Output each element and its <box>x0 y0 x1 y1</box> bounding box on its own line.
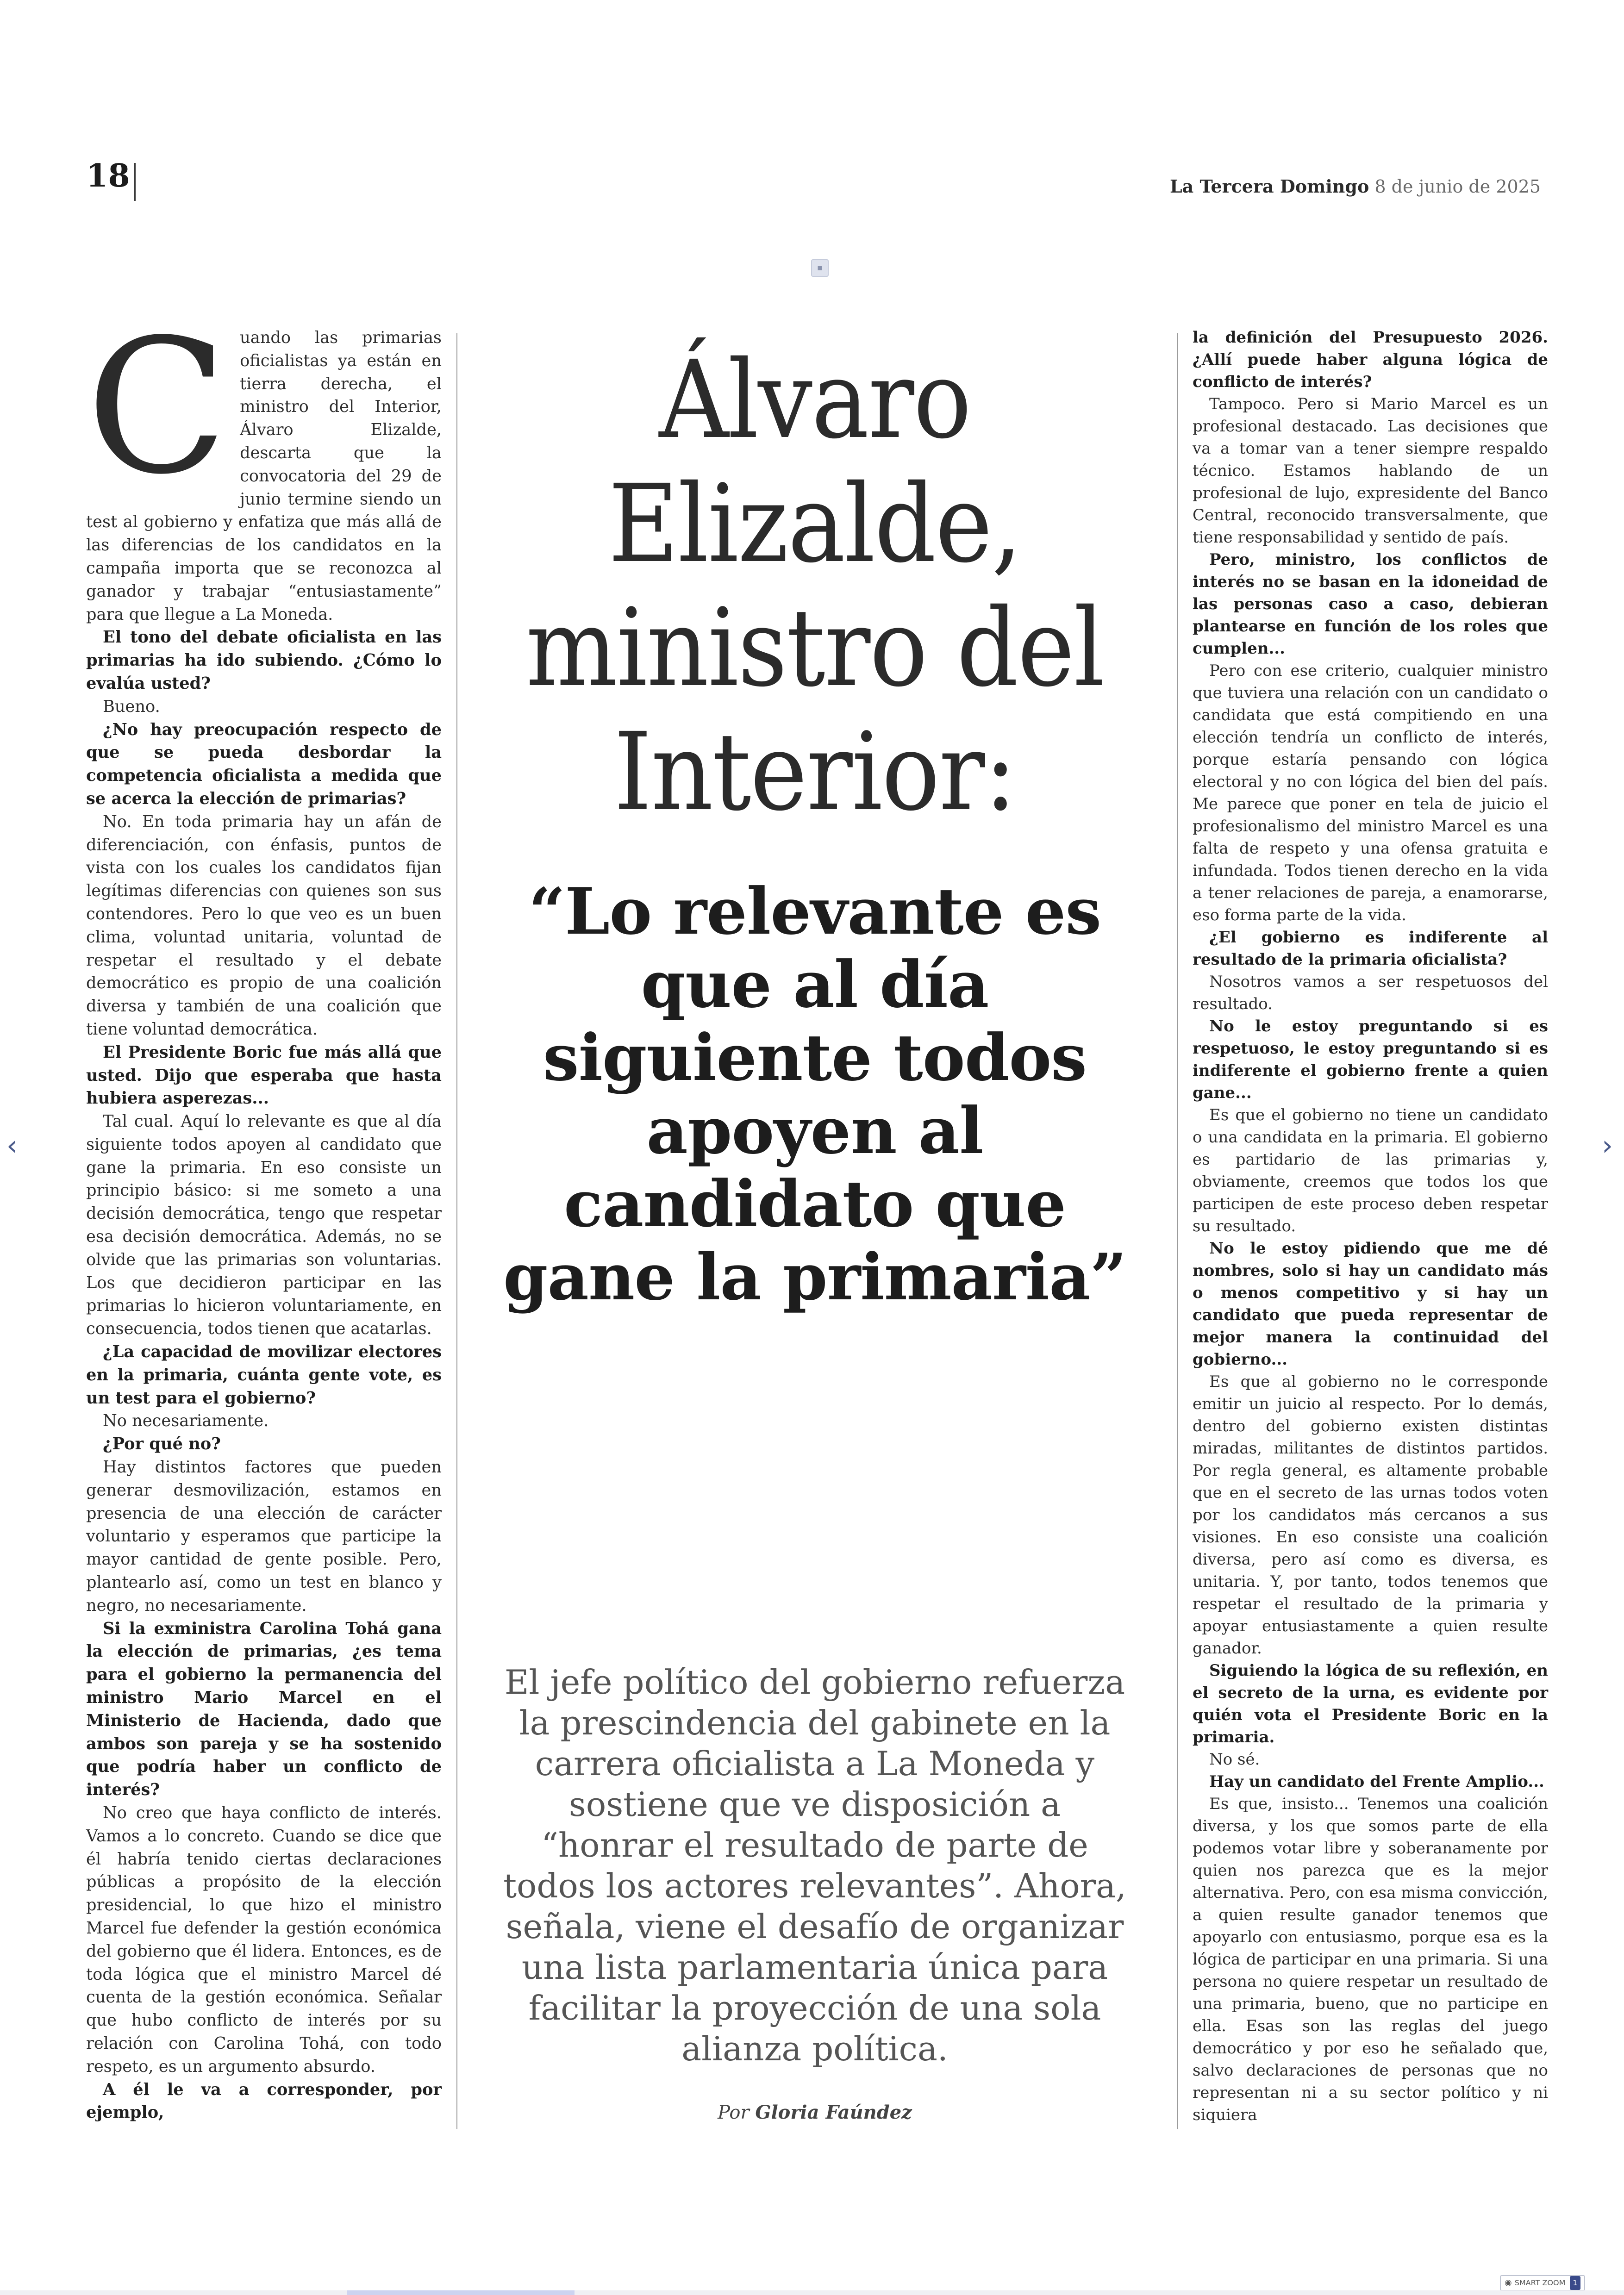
interview-answer <box>86 300 442 626</box>
paragraph-text: Es que, insisto... Tenemos una coalición diversa, y los que somos parte de ella podemos votar libre y soberanamente por quien nos parezca que es la mejor alternativa. Pero, con esa misma convicción, a quien resulte ganador tenemos que apoyarlo con entusiasmo, porque esa es la lógica de participar en una primaria. Si una persona no quiere respetar un resultado de una primaria, bueno, que no participe en ella. Esas son las reglas del juego democrático y por eso he señalado que, salvo declaraciones de personas que no representan ni a su sector político y ni siquiera <box>1193 1795 1548 2124</box>
paragraph-text: Pero con ese criterio, cualquier ministro que tuviera una relación con un candidato o candidata que está compitiendo en una elección tendría un conflicto de interés, porque estaría pensando con lógica electoral y no con lógica del bien del país. Me parece que poner en tela de juicio el profesionalismo del ministro Marcel es una falta de respeto y una ofensa gratuita e infundada. Todos tienen derecho en la vida a tener relaciones de pareja, a enamorarse, eso forma parte de la vida. <box>1193 661 1548 924</box>
paragraph-text: Bueno. <box>103 697 160 716</box>
paragraph-text: Es que el gobierno no tiene un candidato o una candidata en la primaria. El gobierno es partidario de las primarias y, obviamente, creemos que todos los que participen de este proceso deben respetar su resultado. <box>1193 1106 1548 1235</box>
interview-answer <box>1193 660 1548 926</box>
reading-progress-fill <box>347 2290 575 2295</box>
interview-answer <box>1193 393 1548 549</box>
interview-question <box>1193 1659 1548 1748</box>
page-indicator: 1 <box>1570 2276 1580 2290</box>
interview-question <box>1193 549 1548 660</box>
interview-question <box>86 626 442 695</box>
page-number: 18 <box>86 157 130 194</box>
publication-date: 8 de junio de 2025 <box>1374 176 1541 197</box>
interview-question <box>1193 1237 1548 1371</box>
interview-answer <box>1193 1104 1548 1237</box>
paragraph-text: No le estoy preguntando si es respetuoso, le estoy preguntando si es indiferente el gobierno frente a quien gane... <box>1193 1017 1548 1102</box>
paragraph-text: uando las primarias oficialistas ya están en tierra derecha, el ministro del Interior, Álvaro Elizalde, descarta que la convocatoria del 29 de junio termine siendo un test al gobierno y enfatiza que más allá de las diferencias de los candidatos en la campaña importa que se reconozca al ganador y trabajar “entusiastamente” para que llegue a La Moneda. <box>86 328 442 624</box>
article-column-left <box>86 300 442 2124</box>
interview-answer <box>1193 1371 1548 1659</box>
eye-icon: ◉ <box>1505 2278 1512 2288</box>
paragraph-text: Si la exministra Carolina Tohá gana la elección de primarias, ¿es tema para el gobierno la permanencia del ministro Mario Marcel en el Ministerio de Hacienda, dado que ambos son pareja y se ha sostenido que podría haber un conflicto de interés? <box>86 1619 442 1800</box>
paragraph-text: El Presidente Boric fue más allá que usted. Dijo que esperaba que hasta hubiera asperezas... <box>86 1042 442 1108</box>
paragraph-text: Nosotros vamos a ser respetuosos del resultado. <box>1193 973 1548 1013</box>
paragraph-text: Es que al gobierno no le corresponde emitir un juicio al respecto. Por lo demás, dentro del gobierno existen distintas miradas, militantes de distintos partidos. Por regla general, es altamente probable que en el secreto de las urnas todos voten por los candidatos más cercanos a sus visiones. En eso consiste una coalición diversa, pero así como es diversa, es unitaria. Y, por tanto, todos tenemos que respetar el resultado de la primaria y apoyar entusiastamente a quien resulte ganador. <box>1193 1372 1548 1658</box>
drop-cap: C <box>86 300 228 515</box>
interview-answer <box>86 1409 442 1433</box>
masthead <box>1170 176 1541 197</box>
interview-answer <box>86 1802 442 2078</box>
interview-question <box>1193 1771 1548 1793</box>
next-page-icon[interactable]: › <box>1602 1129 1613 1162</box>
byline-prefix: Por <box>718 2102 750 2123</box>
interview-answer <box>86 811 442 1041</box>
paragraph-text: El tono del debate oficialista en las primarias ha ido subiendo. ¿Cómo lo evalúa usted? <box>86 628 442 693</box>
paragraph-text: Tampoco. Pero si Mario Marcel es un profesional destacado. Las decisiones que va a tomar van a tener siempre respaldo técnico. Estamos hablando de un profesional de lujo, expresidente del Banco Central, reconocido transversalmente, que tiene responsabilidad y sentido de país. <box>1193 395 1548 547</box>
paragraph-text: No necesariamente. <box>103 1411 269 1431</box>
paragraph-text: ¿La capacidad de movilizar electores en la primaria, cuánta gente vote, es un test para el gobierno? <box>86 1342 442 1408</box>
smart-zoom-button[interactable] <box>1500 2275 1585 2291</box>
interview-question <box>86 1433 442 1456</box>
interview-answer <box>1193 1748 1548 1771</box>
paragraph-text: Tal cual. Aquí lo relevante es que al día siguiente todos apoyen al candidato que gane la primaria. En eso consiste un principio básico: si me someto a una decisión democrática, tengo que respetar esa decisión democrática. Además, no se olvide que las primarias son voluntarias. Los que decidieron participar en las primarias lo hicieron voluntariamente, en consecuencia, todos tienen que acatarlas. <box>86 1112 442 1339</box>
section-marker-icon: ▪ <box>811 259 829 277</box>
byline-author: Gloria Faúndez <box>755 2102 912 2123</box>
column-divider-right <box>1177 333 1178 2129</box>
paragraph-text: No sé. <box>1209 1750 1260 1769</box>
reading-progress-track[interactable] <box>0 2290 1624 2295</box>
paragraph-text: No. En toda primaria hay un afán de diferenciación, con énfasis, puntos de vista con los cuales los candidatos fijan legítimas diferencias con quienes son sus contendores. Pero lo que veo es un buen clima, voluntad unitaria, voluntad de respetar el resultado y el debate democrático es propio de una coalición diversa y también de una coalición que tiene voluntad democrática. <box>86 812 442 1039</box>
interview-question <box>86 718 442 811</box>
paragraph-text: A él le va a corresponder, por ejemplo, <box>86 2080 442 2122</box>
headline: Álvaro Elizalde, ministro del Interior: <box>525 337 1104 835</box>
interview-question <box>1193 926 1548 971</box>
paragraph-text: Hay un candidato del Frente Amplio... <box>1209 1772 1544 1791</box>
byline <box>481 2102 1148 2123</box>
publication-name: La Tercera Domingo <box>1169 176 1369 197</box>
interview-answer <box>86 695 442 718</box>
article-summary: El jefe político del gobierno refuerza la prescindencia del gabinete en la carrera oficialista a La Moneda y sostiene que ve disposición a “honrar el resultado de parte de todos los actores relevantes”. Ahora, señala, viene el desafío de organizar una lista parlamentaria única para facilitar la proyección de una sola alianza política. <box>503 1663 1126 2068</box>
interview-question <box>1193 1015 1548 1104</box>
interview-question <box>1193 326 1548 393</box>
previous-page-icon[interactable]: ‹ <box>6 1129 18 1162</box>
interview-question <box>86 1341 442 1409</box>
article-column-right <box>1193 326 1548 2126</box>
interview-question <box>86 2078 442 2125</box>
paragraph-text: No creo que haya conflicto de interés. Vamos a lo concreto. Cuando se dice que él habría tenido ciertas declaraciones públicas a propósito de la elección presidencial, lo que hizo el ministro Marcel fue defender la gestión económica del gobierno que él lidera. Entonces, es de toda lógica que el ministro Marcel dé cuenta de la gestión económica. Señalar que hubo conflicto de interés por su relación con Carolina Tohá, con todo respeto, es un argumento absurdo. <box>86 1803 442 2076</box>
interview-answer <box>1193 971 1548 1015</box>
pull-quote: “Lo relevante es que al día siguiente todos apoyen al candidato que gane la primaria” <box>503 873 1126 1315</box>
paragraph-text: Hay distintos factores que pueden generar desmovilización, estamos en presencia de una elección de carácter voluntario y esperamos que participe la mayor cantidad de gente posible. Pero, plantearlo así, como un test en blanco y negro, no necesariamente. <box>86 1458 442 1615</box>
paragraph-text: Siguiendo la lógica de su reflexión, en el secreto de la urna, es evidente por quién vota el Presidente Boric en la primaria. <box>1193 1661 1548 1746</box>
interview-answer <box>1193 1793 1548 2126</box>
header-divider <box>134 163 136 201</box>
paragraph-text: No le estoy pidiendo que me dé nombres, solo si hay un candidato más o menos competitivo y si hay un candidato que pueda representar de mejor manera la continuidad del gobierno... <box>1193 1239 1548 1369</box>
interview-answer <box>86 1110 442 1341</box>
interview-question <box>86 1617 442 1802</box>
smart-zoom-label: SMART ZOOM <box>1514 2278 1566 2287</box>
paragraph-text: Pero, ministro, los conflictos de interés no se basan en la idoneidad de las personas caso a caso, debieran plantearse en función de los roles que cumplen... <box>1193 550 1548 658</box>
paragraph-text: la definición del Presupuesto 2026. ¿Allí puede haber alguna lógica de conflicto de interés? <box>1193 328 1548 391</box>
paragraph-text: ¿No hay preocupación respecto de que se pueda desbordar la competencia oficialista a medida que se acerca la elección de primarias? <box>86 720 442 808</box>
paragraph-text: ¿Por qué no? <box>103 1434 221 1454</box>
interview-question <box>86 1041 442 1110</box>
interview-answer <box>86 1456 442 1617</box>
column-divider-left <box>456 333 457 2129</box>
paragraph-text: ¿El gobierno es indiferente al resultado de la primaria oficialista? <box>1193 928 1548 969</box>
